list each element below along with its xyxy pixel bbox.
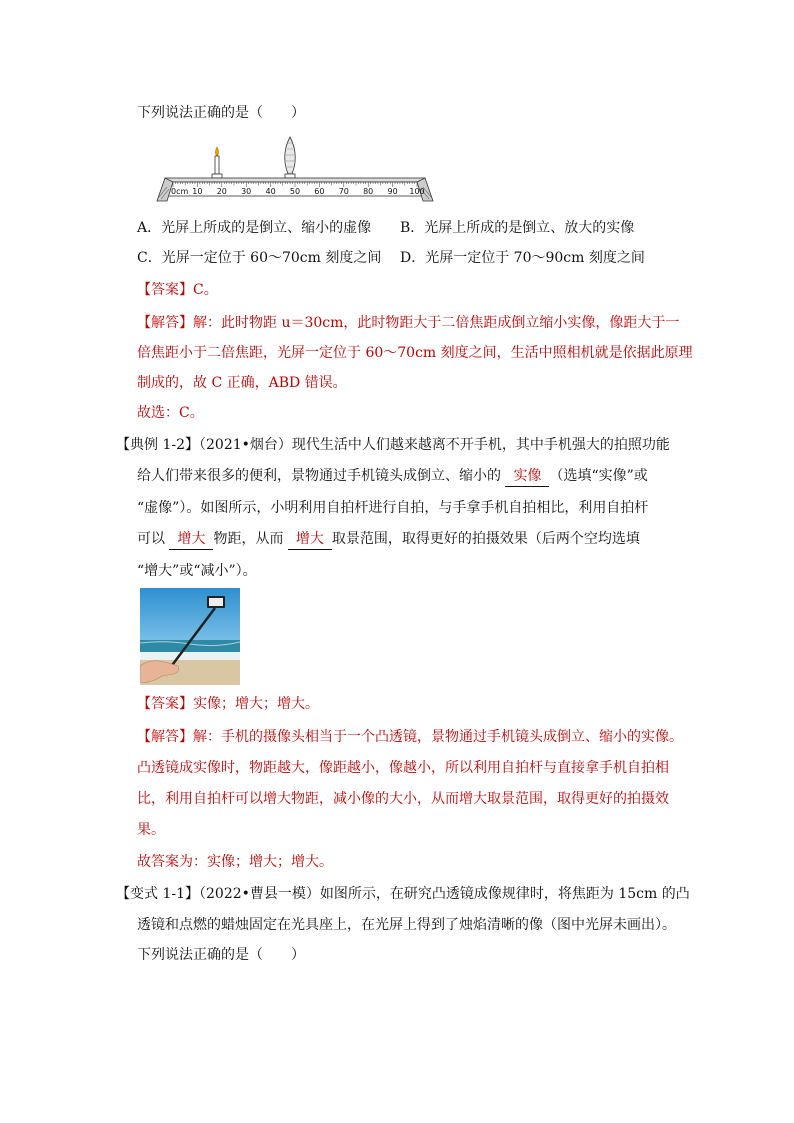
blank-1: 实像 (505, 466, 549, 487)
q1-analysis-line2: 倍焦距小于二倍焦距，光屏一定位于 60～70cm 刻度之间，生活中照相机就是依据此原理 (137, 345, 693, 361)
q3-line3: 下列说法正确的是（ ） (137, 947, 305, 963)
convex-lens-icon (285, 137, 296, 178)
blank-2: 增大 (169, 529, 213, 550)
q2-answer: 【答案】实像；增大；增大。 (137, 696, 319, 712)
q2-tag: 【典例 1-2】 (116, 437, 199, 453)
option-c: C．光屏一定位于 60～70cm 刻度之间 (137, 250, 382, 266)
ruler-label: 20 (216, 187, 227, 196)
selfie-stick-photo (140, 588, 240, 685)
q1-analysis-line3: 制成的，故 C 正确，ABD 错误。 (137, 375, 347, 391)
ruler-label: 80 (363, 187, 374, 196)
q2-analysis-line4: 果。 (137, 822, 165, 838)
ruler-label: 0cm (171, 187, 189, 196)
q2-analysis-line2: 凸透镜成实像时，物距越大，像距越小，像越小，所以利用自拍杆与直接拿手机自拍相 (137, 760, 669, 776)
q1-answer (137, 280, 218, 300)
option-d: D．光屏一定位于 70～90cm 刻度之间 (400, 250, 645, 266)
analysis-tag: 【解答】 (137, 315, 193, 331)
q3-line2: 透镜和点燃的蜡烛固定在光具座上，在光屏上得到了烛焰清晰的像（图中光屏未画出）。 (137, 917, 676, 933)
q3-line1: 【变式 1-1】（2022•曹县一模）如图所示，在研究凸透镜成像规律时，将焦距为 15cm 的凸 (116, 886, 690, 902)
q3-tag: 【变式 1-1】 (116, 886, 199, 902)
ruler-label: 60 (314, 187, 325, 196)
candle-icon (212, 147, 222, 178)
ruler-label: 90 (387, 187, 398, 196)
q2-conclusion: 故答案为：实像；增大；增大。 (137, 854, 333, 870)
ruler-label: 10 (192, 187, 203, 196)
answer-tag: 【答案】 (137, 282, 193, 298)
answer-value: C。 (193, 282, 218, 298)
ruler-label: 40 (265, 187, 276, 196)
ruler-label: 50 (289, 187, 301, 196)
ruler-label: 100 (409, 187, 425, 196)
q1-conclusion: 故选：C。 (137, 405, 204, 421)
q1-analysis-line1: 【解答】解：此时物距 u＝30cm，此时物距大于二倍焦距成倒立缩小实像，像距大于一 (137, 315, 680, 331)
ruler-label: 70 (338, 187, 349, 196)
q2-analysis-line1: 【解答】解：手机的摄像头相当于一个凸透镜，景物通过手机镜头成倒立、缩小的实像。 (137, 729, 683, 745)
optical-bench-figure (155, 135, 435, 205)
blank-3: 增大 (288, 529, 332, 550)
q2-line1: 【典例 1-2】（2021•烟台）现代生活中人们越来越离不开手机，其中手机强大的拍照功能 (116, 437, 670, 453)
q2-line4: 可以 增大 物距，从而 增大 取景范围，取得更好的拍摄效果（后两个空均选填 (137, 529, 640, 550)
q2-analysis-line3: 比，利用自拍杆可以增大物距，减小像的大小，从而增大取景范围，取得更好的拍摄效 (137, 791, 669, 807)
q2-line2: 给人们带来很多的便利，景物通过手机镜头成倒立、缩小的 实像 （选填“实像”或 (137, 466, 648, 487)
q1-stem-tail: 下列说法正确的是（ ） (137, 105, 305, 121)
option-b: B．光屏上所成的是倒立、放大的实像 (400, 220, 635, 236)
q2-line3: “虚像”）。如图所示，小明利用自拍杆进行自拍，与手拿手机自拍相比，利用自拍杆 (137, 500, 649, 516)
ruler-label: 30 (241, 187, 252, 196)
q2-line5: “增大”或“减小”）。 (137, 563, 257, 579)
option-a: A．光屏上所成的是倒立、缩小的虚像 (137, 220, 372, 236)
